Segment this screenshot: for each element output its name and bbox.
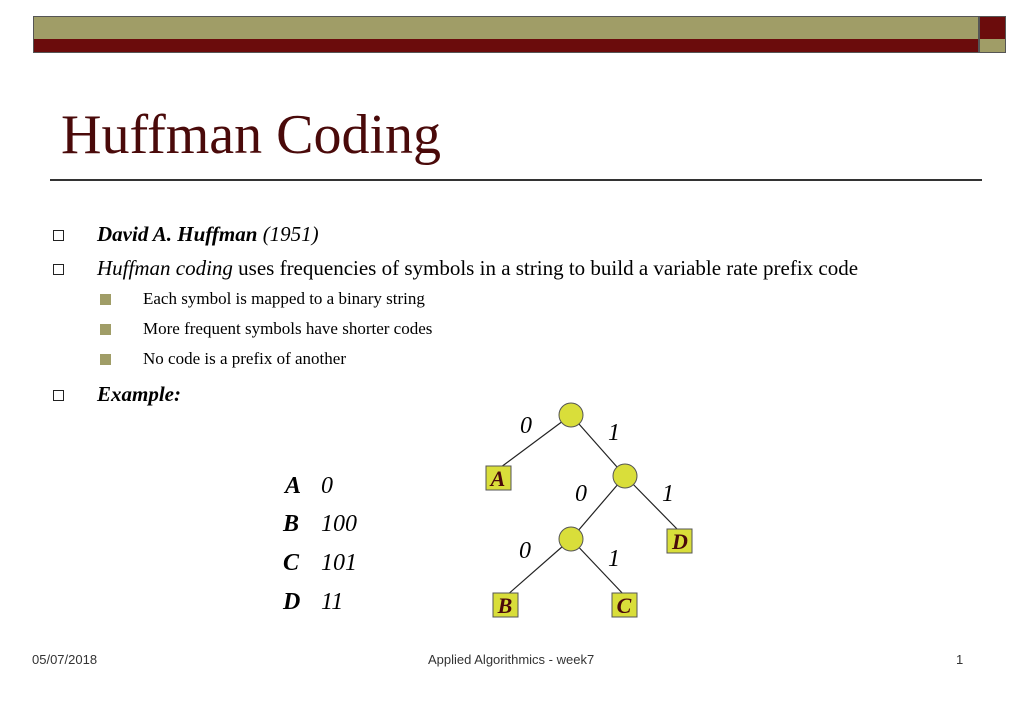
tree-edge — [497, 415, 571, 470]
footer-course: Applied Algorithmics - week7 — [428, 652, 595, 667]
edge-label: 0 — [575, 481, 587, 507]
edge-label: 0 — [520, 413, 532, 439]
code-value: 100 — [321, 511, 357, 537]
leaf-label: D — [672, 529, 688, 554]
code-symbol: A — [285, 473, 302, 499]
code-symbol: D — [283, 589, 301, 615]
edge-label: 0 — [519, 538, 531, 564]
code-value: 11 — [321, 589, 344, 615]
root-node — [559, 403, 583, 427]
sub-bullet-text: More frequent symbols have shorter codes — [143, 319, 433, 338]
leaf-label: A — [490, 466, 506, 491]
leaf-label: B — [497, 593, 513, 618]
edge-label: 1 — [662, 481, 674, 507]
tree-edge — [506, 539, 571, 596]
internal-node — [613, 464, 637, 488]
edge-label: 1 — [608, 420, 620, 446]
code-symbol: C — [283, 550, 300, 576]
leaf-label: C — [616, 593, 632, 618]
example-label: Example: — [97, 382, 181, 406]
sub-bullet-text: Each symbol is mapped to a binary string — [143, 289, 425, 308]
sub-bullet-text: No code is a prefix of another — [143, 349, 346, 368]
tree-edges — [497, 415, 679, 596]
footer-page-number: 1 — [956, 652, 964, 667]
bullet-term: Huffman coding — [97, 256, 233, 280]
bullet-description: uses frequencies of symbols in a string to build a variable rate prefix code — [232, 256, 859, 280]
slide-title: Huffman Coding — [61, 104, 442, 166]
edge-label: 1 — [608, 546, 620, 572]
internal-node — [559, 527, 583, 551]
bullet-name: David A. Huffman — [97, 222, 258, 246]
code-symbol: B — [283, 511, 300, 537]
code-value: 0 — [321, 473, 333, 499]
footer-date: 05/07/2018 — [32, 652, 98, 667]
code-value: 101 — [321, 550, 357, 576]
bullet-year: (1951) — [257, 222, 319, 246]
